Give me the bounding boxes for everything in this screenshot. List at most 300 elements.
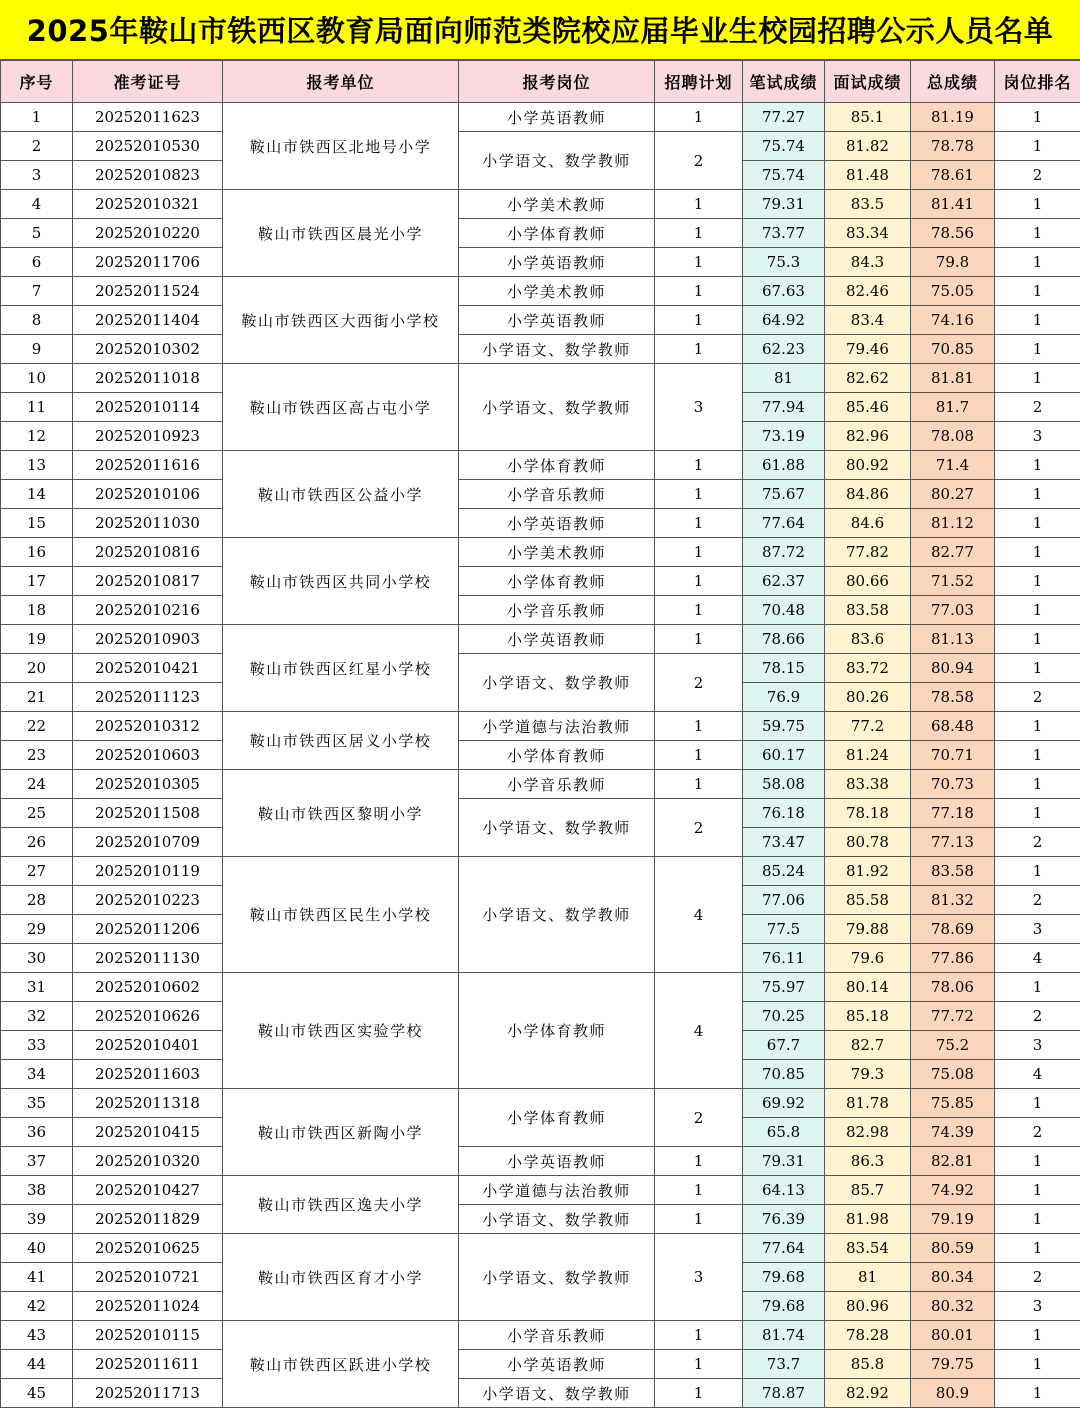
cell-index: 8 [1,306,73,335]
cell-post: 小学语文、数学教师 [459,799,655,857]
cell-exam-number: 20252011130 [73,944,223,973]
cell-index: 10 [1,364,73,393]
cell-total-score: 78.69 [911,915,995,944]
cell-written-score: 73.7 [743,1350,825,1379]
cell-rank: 3 [995,915,1080,944]
table-row [1,770,1080,799]
table-row [1,741,1080,770]
cell-interview-score: 77.82 [825,538,911,567]
cell-index: 45 [1,1379,73,1408]
header-exam-number: 准考证号 [73,61,223,103]
cell-rank: 1 [995,596,1080,625]
cell-rank: 1 [995,190,1080,219]
cell-rank: 1 [995,1350,1080,1379]
cell-rank: 2 [995,683,1080,712]
cell-index: 2 [1,132,73,161]
table-row [1,712,1080,741]
cell-total-score: 75.05 [911,277,995,306]
cell-interview-score: 80.96 [825,1292,911,1321]
table-row [1,538,1080,567]
cell-index: 29 [1,915,73,944]
cell-unit: 鞍山市铁西区晨光小学 [223,190,459,277]
cell-written-score: 61.88 [743,451,825,480]
table-row [1,1234,1080,1263]
cell-rank: 1 [995,480,1080,509]
cell-total-score: 81.13 [911,625,995,654]
cell-index: 22 [1,712,73,741]
cell-written-score: 69.92 [743,1089,825,1118]
cell-post: 小学美术教师 [459,538,655,567]
cell-exam-number: 20252010305 [73,770,223,799]
cell-post: 小学道德与法治教师 [459,1176,655,1205]
header-post: 报考岗位 [459,61,655,103]
table-row [1,132,1080,161]
cell-written-score: 79.68 [743,1292,825,1321]
cell-written-score: 77.06 [743,886,825,915]
cell-interview-score: 78.18 [825,799,911,828]
cell-index: 21 [1,683,73,712]
cell-written-score: 75.97 [743,973,825,1002]
cell-index: 6 [1,248,73,277]
cell-rank: 1 [995,770,1080,799]
cell-rank: 2 [995,1263,1080,1292]
cell-unit: 鞍山市铁西区共同小学校 [223,538,459,625]
cell-written-score: 70.25 [743,1002,825,1031]
table-row [1,1205,1080,1234]
cell-plan: 1 [655,1205,743,1234]
cell-unit: 鞍山市铁西区北地号小学 [223,103,459,190]
cell-exam-number: 20252010115 [73,1321,223,1350]
cell-total-score: 77.72 [911,1002,995,1031]
cell-written-score: 59.75 [743,712,825,741]
cell-plan: 1 [655,741,743,770]
cell-total-score: 71.4 [911,451,995,480]
cell-total-score: 74.39 [911,1118,995,1147]
cell-exam-number: 20252010312 [73,712,223,741]
cell-index: 4 [1,190,73,219]
cell-written-score: 87.72 [743,538,825,567]
cell-total-score: 78.06 [911,973,995,1002]
cell-interview-score: 85.7 [825,1176,911,1205]
cell-exam-number: 20252010321 [73,190,223,219]
cell-total-score: 79.75 [911,1350,995,1379]
cell-unit: 鞍山市铁西区新陶小学 [223,1089,459,1176]
cell-total-score: 81.7 [911,393,995,422]
cell-written-score: 76.39 [743,1205,825,1234]
cell-exam-number: 20252010823 [73,161,223,190]
cell-written-score: 70.85 [743,1060,825,1089]
cell-rank: 3 [995,1292,1080,1321]
cell-written-score: 78.87 [743,1379,825,1408]
cell-total-score: 81.12 [911,509,995,538]
header-rank: 岗位排名 [995,61,1080,103]
cell-total-score: 78.58 [911,683,995,712]
cell-exam-number: 20252010602 [73,973,223,1002]
cell-total-score: 83.58 [911,857,995,886]
cell-plan: 1 [655,480,743,509]
cell-index: 42 [1,1292,73,1321]
cell-plan: 3 [655,364,743,451]
cell-total-score: 75.85 [911,1089,995,1118]
cell-exam-number: 20252010216 [73,596,223,625]
table-row [1,625,1080,654]
cell-written-score: 79.68 [743,1263,825,1292]
header-index: 序号 [1,61,73,103]
cell-total-score: 80.01 [911,1321,995,1350]
cell-index: 35 [1,1089,73,1118]
cell-interview-score: 82.98 [825,1118,911,1147]
cell-rank: 1 [995,451,1080,480]
cell-written-score: 81 [743,364,825,393]
header-unit: 报考单位 [223,61,459,103]
cell-post: 小学音乐教师 [459,770,655,799]
cell-rank: 1 [995,335,1080,364]
cell-total-score: 77.03 [911,596,995,625]
cell-rank: 2 [995,161,1080,190]
cell-interview-score: 79.6 [825,944,911,973]
cell-interview-score: 83.5 [825,190,911,219]
cell-interview-score: 83.34 [825,219,911,248]
table-row [1,219,1080,248]
cell-post: 小学语文、数学教师 [459,1205,655,1234]
cell-written-score: 73.19 [743,422,825,451]
cell-interview-score: 82.96 [825,422,911,451]
cell-interview-score: 83.54 [825,1234,911,1263]
cell-interview-score: 80.92 [825,451,911,480]
cell-interview-score: 83.6 [825,625,911,654]
cell-exam-number: 20252010817 [73,567,223,596]
cell-rank: 1 [995,973,1080,1002]
cell-index: 14 [1,480,73,509]
cell-total-score: 81.81 [911,364,995,393]
cell-written-score: 62.23 [743,335,825,364]
cell-post: 小学英语教师 [459,103,655,132]
cell-rank: 1 [995,1176,1080,1205]
cell-post: 小学英语教师 [459,306,655,335]
cell-exam-number: 20252011616 [73,451,223,480]
cell-rank: 1 [995,509,1080,538]
cell-exam-number: 20252010625 [73,1234,223,1263]
cell-index: 23 [1,741,73,770]
cell-total-score: 81.32 [911,886,995,915]
cell-exam-number: 20252011318 [73,1089,223,1118]
cell-exam-number: 20252010119 [73,857,223,886]
cell-written-score: 81.74 [743,1321,825,1350]
cell-post: 小学体育教师 [459,451,655,480]
cell-interview-score: 80.14 [825,973,911,1002]
cell-written-score: 79.31 [743,190,825,219]
cell-written-score: 67.7 [743,1031,825,1060]
cell-rank: 2 [995,1002,1080,1031]
cell-interview-score: 83.72 [825,654,911,683]
header-row [1,61,1080,103]
cell-rank: 1 [995,248,1080,277]
cell-interview-score: 82.92 [825,1379,911,1408]
table-body [1,103,1080,1408]
cell-index: 3 [1,161,73,190]
cell-unit: 鞍山市铁西区逸夫小学 [223,1176,459,1234]
cell-index: 25 [1,799,73,828]
cell-unit: 鞍山市铁西区实验学校 [223,973,459,1089]
cell-unit: 鞍山市铁西区民生小学校 [223,857,459,973]
cell-interview-score: 81.98 [825,1205,911,1234]
table-row [1,596,1080,625]
cell-interview-score: 84.3 [825,248,911,277]
cell-exam-number: 20252010114 [73,393,223,422]
cell-unit: 鞍山市铁西区公益小学 [223,451,459,538]
header-written-score: 笔试成绩 [743,61,825,103]
table-row [1,364,1080,393]
cell-index: 33 [1,1031,73,1060]
cell-index: 20 [1,654,73,683]
cell-written-score: 73.47 [743,828,825,857]
cell-total-score: 74.92 [911,1176,995,1205]
cell-plan: 1 [655,596,743,625]
cell-interview-score: 83.38 [825,770,911,799]
cell-interview-score: 86.3 [825,1147,911,1176]
cell-index: 40 [1,1234,73,1263]
cell-index: 17 [1,567,73,596]
cell-interview-score: 81 [825,1263,911,1292]
cell-interview-score: 82.46 [825,277,911,306]
cell-index: 41 [1,1263,73,1292]
page-title: 2025年鞍山市铁西区教育局面向师范类院校应届毕业生校园招聘公示人员名单 [0,0,1080,60]
table-row [1,1147,1080,1176]
cell-rank: 4 [995,944,1080,973]
cell-rank: 1 [995,1147,1080,1176]
cell-rank: 2 [995,393,1080,422]
cell-post: 小学语文、数学教师 [459,1379,655,1408]
cell-rank: 1 [995,277,1080,306]
cell-plan: 4 [655,857,743,973]
cell-total-score: 70.73 [911,770,995,799]
cell-plan: 1 [655,248,743,277]
cell-exam-number: 20252010401 [73,1031,223,1060]
cell-written-score: 85.24 [743,857,825,886]
table-row [1,335,1080,364]
cell-total-score: 75.2 [911,1031,995,1060]
cell-index: 32 [1,1002,73,1031]
table-row [1,480,1080,509]
cell-total-score: 68.48 [911,712,995,741]
cell-total-score: 77.13 [911,828,995,857]
table-row [1,973,1080,1002]
cell-unit: 鞍山市铁西区红星小学校 [223,625,459,712]
cell-total-score: 80.9 [911,1379,995,1408]
cell-exam-number: 20252011206 [73,915,223,944]
cell-exam-number: 20252010427 [73,1176,223,1205]
cell-rank: 1 [995,567,1080,596]
cell-interview-score: 82.62 [825,364,911,393]
cell-total-score: 79.19 [911,1205,995,1234]
cell-unit: 鞍山市铁西区跃进小学校 [223,1321,459,1408]
cell-rank: 1 [995,364,1080,393]
cell-written-score: 60.17 [743,741,825,770]
cell-total-score: 82.81 [911,1147,995,1176]
cell-exam-number: 20252011024 [73,1292,223,1321]
cell-plan: 4 [655,973,743,1089]
cell-post: 小学英语教师 [459,1350,655,1379]
cell-exam-number: 20252011030 [73,509,223,538]
cell-post: 小学音乐教师 [459,1321,655,1350]
cell-plan: 1 [655,103,743,132]
table-row [1,451,1080,480]
cell-plan: 1 [655,1176,743,1205]
cell-plan: 1 [655,277,743,306]
cell-rank: 1 [995,857,1080,886]
cell-total-score: 78.56 [911,219,995,248]
cell-written-score: 76.11 [743,944,825,973]
cell-interview-score: 79.3 [825,1060,911,1089]
cell-index: 37 [1,1147,73,1176]
cell-post: 小学语文、数学教师 [459,132,655,190]
table-row [1,567,1080,596]
cell-exam-number: 20252010923 [73,422,223,451]
cell-index: 13 [1,451,73,480]
cell-plan: 2 [655,799,743,857]
cell-interview-score: 79.88 [825,915,911,944]
cell-rank: 1 [995,1089,1080,1118]
cell-rank: 3 [995,1031,1080,1060]
cell-written-score: 77.27 [743,103,825,132]
cell-interview-score: 79.46 [825,335,911,364]
cell-index: 12 [1,422,73,451]
cell-post: 小学音乐教师 [459,596,655,625]
cell-written-score: 67.63 [743,277,825,306]
cell-rank: 1 [995,1321,1080,1350]
cell-plan: 1 [655,770,743,799]
cell-exam-number: 20252010626 [73,1002,223,1031]
cell-interview-score: 80.78 [825,828,911,857]
table-row [1,1379,1080,1408]
cell-interview-score: 81.82 [825,132,911,161]
cell-plan: 1 [655,538,743,567]
cell-post: 小学体育教师 [459,1089,655,1147]
table-row [1,1321,1080,1350]
cell-plan: 3 [655,1234,743,1321]
cell-written-score: 75.67 [743,480,825,509]
cell-plan: 1 [655,567,743,596]
cell-written-score: 70.48 [743,596,825,625]
cell-plan: 1 [655,451,743,480]
cell-exam-number: 20252010721 [73,1263,223,1292]
cell-index: 7 [1,277,73,306]
cell-interview-score: 80.66 [825,567,911,596]
cell-interview-score: 81.92 [825,857,911,886]
cell-plan: 1 [655,712,743,741]
cell-rank: 1 [995,625,1080,654]
cell-written-score: 58.08 [743,770,825,799]
cell-plan: 1 [655,190,743,219]
cell-post: 小学体育教师 [459,741,655,770]
cell-interview-score: 85.1 [825,103,911,132]
cell-total-score: 82.77 [911,538,995,567]
cell-total-score: 78.08 [911,422,995,451]
cell-interview-score: 85.58 [825,886,911,915]
cell-interview-score: 78.28 [825,1321,911,1350]
cell-written-score: 78.66 [743,625,825,654]
cell-written-score: 77.5 [743,915,825,944]
cell-post: 小学英语教师 [459,1147,655,1176]
results-table [0,60,1080,1408]
cell-interview-score: 80.26 [825,683,911,712]
cell-index: 27 [1,857,73,886]
cell-total-score: 81.41 [911,190,995,219]
cell-rank: 1 [995,799,1080,828]
cell-exam-number: 20252011603 [73,1060,223,1089]
cell-written-score: 65.8 [743,1118,825,1147]
cell-total-score: 78.78 [911,132,995,161]
cell-written-score: 76.9 [743,683,825,712]
cell-plan: 1 [655,1321,743,1350]
cell-written-score: 76.18 [743,799,825,828]
cell-interview-score: 82.7 [825,1031,911,1060]
cell-post: 小学语文、数学教师 [459,364,655,451]
cell-post: 小学语文、数学教师 [459,335,655,364]
cell-interview-score: 84.86 [825,480,911,509]
cell-rank: 1 [995,132,1080,161]
table-row [1,277,1080,306]
cell-rank: 1 [995,741,1080,770]
cell-total-score: 70.85 [911,335,995,364]
table-row [1,103,1080,132]
table-row [1,1176,1080,1205]
header-interview-score: 面试成绩 [825,61,911,103]
cell-exam-number: 20252011623 [73,103,223,132]
cell-post: 小学美术教师 [459,190,655,219]
cell-written-score: 75.3 [743,248,825,277]
cell-index: 26 [1,828,73,857]
table-row [1,306,1080,335]
cell-post: 小学体育教师 [459,219,655,248]
cell-index: 31 [1,973,73,1002]
cell-written-score: 77.94 [743,393,825,422]
cell-index: 18 [1,596,73,625]
cell-index: 24 [1,770,73,799]
cell-index: 34 [1,1060,73,1089]
cell-rank: 3 [995,422,1080,451]
cell-exam-number: 20252011508 [73,799,223,828]
cell-written-score: 64.13 [743,1176,825,1205]
cell-rank: 1 [995,538,1080,567]
cell-exam-number: 20252011713 [73,1379,223,1408]
cell-exam-number: 20252010415 [73,1118,223,1147]
cell-interview-score: 77.2 [825,712,911,741]
cell-plan: 1 [655,509,743,538]
cell-unit: 鞍山市铁西区育才小学 [223,1234,459,1321]
cell-written-score: 77.64 [743,1234,825,1263]
cell-unit: 鞍山市铁西区黎明小学 [223,770,459,857]
table-row [1,654,1080,683]
header-plan: 招聘计划 [655,61,743,103]
cell-rank: 1 [995,306,1080,335]
cell-exam-number: 20252011018 [73,364,223,393]
cell-unit: 鞍山市铁西区居义小学校 [223,712,459,770]
cell-exam-number: 20252010220 [73,219,223,248]
cell-total-score: 80.94 [911,654,995,683]
cell-interview-score: 85.8 [825,1350,911,1379]
cell-rank: 1 [995,1205,1080,1234]
cell-total-score: 78.61 [911,161,995,190]
cell-total-score: 79.8 [911,248,995,277]
cell-index: 15 [1,509,73,538]
cell-index: 5 [1,219,73,248]
cell-rank: 1 [995,712,1080,741]
table-row [1,248,1080,277]
cell-exam-number: 20252011611 [73,1350,223,1379]
cell-total-score: 74.16 [911,306,995,335]
cell-post: 小学道德与法治教师 [459,712,655,741]
